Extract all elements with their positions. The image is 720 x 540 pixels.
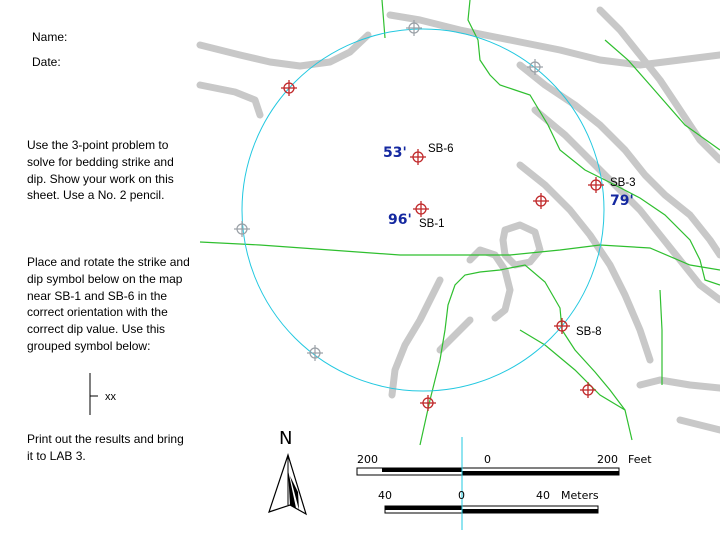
scale-bar-meters — [385, 506, 598, 513]
scale-meters-unit: Meters — [561, 489, 599, 502]
dip-value-sb1: 96' — [388, 212, 412, 228]
scale-bar-feet — [357, 468, 619, 475]
north-arrow-icon — [269, 455, 306, 514]
scale-meters-tick-right: 40 — [536, 489, 550, 502]
name-label: Name: — [32, 30, 68, 44]
survey-marker — [307, 345, 323, 361]
scale-feet-tick-left: 200 — [357, 453, 378, 466]
borehole-marker — [533, 193, 549, 209]
site-label-sb3: SB-3 — [610, 177, 636, 189]
scale-feet-tick-zero: 0 — [484, 453, 491, 466]
dip-value-sb6: 53' — [383, 145, 407, 161]
symbol-dip-value: xx — [105, 391, 116, 403]
scale-meters-tick-zero: 0 — [458, 489, 465, 502]
scale-feet-unit: Feet — [628, 453, 652, 466]
survey-marker — [234, 221, 250, 237]
borehole-marker — [580, 382, 596, 398]
site-label-sb1: SB-1 — [419, 218, 445, 230]
instructions-print: Print out the results and bring it to LAB 3. — [27, 432, 184, 463]
instructions-place-symbol: Place and rotate the strike and dip symbol below on the map near SB-1 and SB-6 in the correct orientation with the correct dip value. Use this grouped symbol below: — [27, 255, 190, 353]
strike-dip-symbol[interactable] — [90, 373, 98, 415]
scale-meters-tick-left: 40 — [378, 489, 392, 502]
north-label: N — [279, 428, 293, 449]
scale-feet-tick-right: 200 — [597, 453, 618, 466]
contour-lines — [200, 10, 720, 430]
instructions-3-point: Use the 3-point problem to solve for bedding strike and dip. Show your work on this sheet. Use a No. 2 pencil. — [27, 138, 174, 203]
survey-markers-inactive — [234, 20, 543, 361]
borehole-marker — [420, 395, 436, 411]
borehole-marker-sb1 — [413, 201, 429, 217]
site-label-sb6: SB-6 — [428, 143, 454, 155]
dip-value-sb3: 79' — [610, 193, 634, 209]
borehole-marker-sb6 — [410, 149, 426, 165]
reference-circle — [242, 29, 604, 391]
date-label: Date: — [32, 55, 61, 69]
site-label-sb8: SB-8 — [576, 326, 602, 338]
